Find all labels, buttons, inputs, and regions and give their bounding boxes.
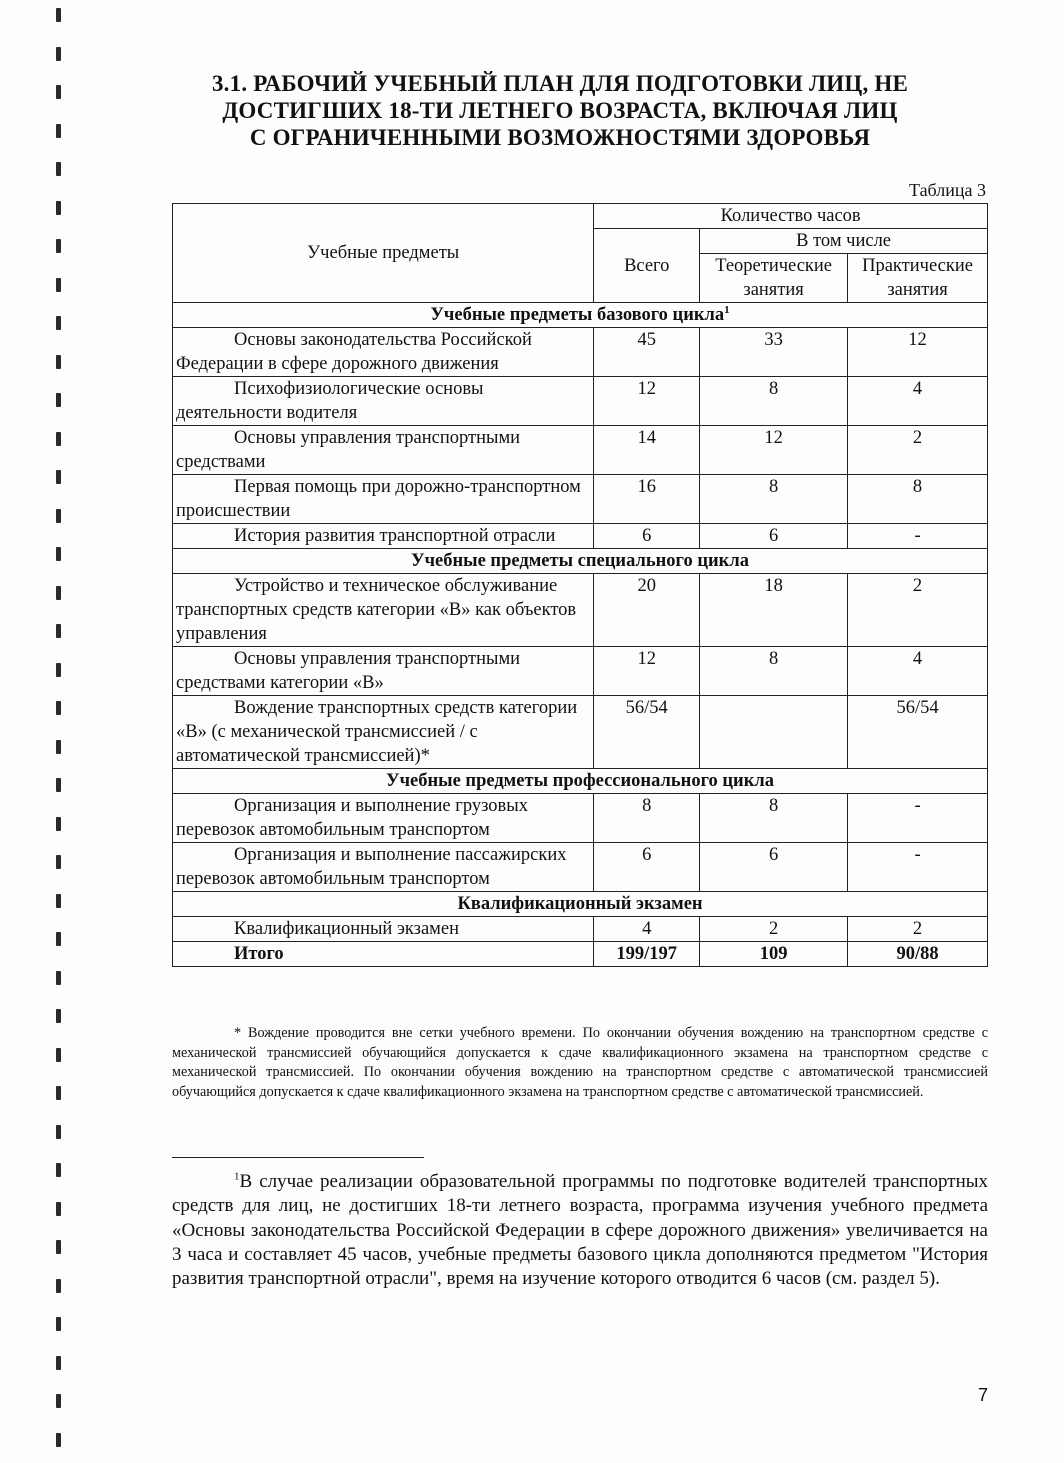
subject-name: Организация и выполнение грузовых перевозок автомобильным транспортом [173, 794, 594, 843]
hours-total: 12 [594, 647, 700, 696]
hours-practice: 2 [848, 574, 988, 647]
table-row [173, 377, 988, 426]
binding-mark [56, 316, 61, 330]
hours-theory: 6 [700, 843, 848, 892]
binding-mark [56, 971, 61, 985]
hours-practice: 56/54 [848, 696, 988, 769]
binding-mark [56, 470, 61, 484]
hours-practice: 4 [848, 377, 988, 426]
total-label: Итого [173, 942, 594, 967]
hours-total: 16 [594, 475, 700, 524]
footnote-text: В случае реализации образовательной программы по подготовке водителей транспортных средств для лиц, не достигших 18-ти летнего возраста, программа изучения учебного предмета «Основы законодательства Российской Федерации в сфере дорожного движения» увеличивается на 3 часа и составляет 45 часов, учебные предметы базового цикла дополняются предметом "История развития транспортной отрасли", время на изучение которого отводится 6 часов (см. раздел 5). [172, 1171, 988, 1290]
binding-mark [56, 855, 61, 869]
subject-name: Основы управления транспортными средствами категории «В» [173, 647, 594, 696]
hours-total: 45 [594, 328, 700, 377]
table-row [173, 647, 988, 696]
binding-mark [56, 1048, 61, 1062]
subject-name: Основы управления транспортными средствами [173, 426, 594, 475]
section-title-cell [173, 549, 988, 574]
section-title-cell [173, 303, 988, 328]
hours-total: 6 [594, 843, 700, 892]
hours-total: 4 [594, 917, 700, 942]
binding-mark [56, 85, 61, 99]
hours-practice: 8 [848, 475, 988, 524]
title-line: ДОСТИГШИХ 18-ТИ ЛЕТНЕГО ВОЗРАСТА, ВКЛЮЧАЯ ЛИЦ [222, 98, 898, 123]
section-row [173, 892, 988, 917]
table-row [173, 574, 988, 647]
binding-mark [56, 1317, 61, 1331]
binding-mark [56, 8, 61, 22]
header-row [173, 204, 988, 229]
subject-name: История развития транспортной отрасли [173, 524, 594, 549]
total-hours: 199/197 [594, 942, 700, 967]
binding-mark [56, 701, 61, 715]
table-number: Таблица 3 [909, 180, 986, 200]
section-title-cell [173, 892, 988, 917]
title-line: С ОГРАНИЧЕННЫМИ ВОЗМОЖНОСТЯМИ ЗДОРОВЬЯ [249, 125, 871, 150]
hours-theory: 12 [700, 426, 848, 475]
binding-mark [56, 278, 61, 292]
section-title: Учебные предметы профессионального цикла [386, 771, 774, 791]
subject-name: Устройство и техническое обслуживание транспортных средств категории «В» как объектов управления [173, 574, 594, 647]
total-practice: 90/88 [848, 942, 988, 967]
header-practice: Практические занятия [848, 254, 988, 303]
binding-mark [56, 1163, 61, 1177]
hours-total: 6 [594, 524, 700, 549]
table-row [173, 475, 988, 524]
hours-theory: 6 [700, 524, 848, 549]
hours-total: 20 [594, 574, 700, 647]
subject-name: Основы законодательства Российской Федерации в сфере дорожного движения [173, 328, 594, 377]
footnote [172, 1170, 988, 1291]
section-row [173, 769, 988, 794]
hours-theory: 8 [700, 794, 848, 843]
header-theory: Теоретические занятия [700, 254, 848, 303]
section-title: Учебные предметы специального цикла [411, 551, 749, 571]
binding-mark [56, 663, 61, 677]
section-title: Квалификационный экзамен [457, 894, 703, 914]
driving-note: * Вождение проводится вне сетки учебного времени. По окончании обучения вождению на транспортном средстве с механической трансмиссией обучающийся допускается к сдаче квалификационного экзамена на транспортном средстве с механической трансмиссией. По окончании обучения вождению на транспортном средстве с автоматической трансмиссией обучающийся допускается к сдаче квалификационного экзамена на транспортном средстве с автоматической трансмиссией. [172, 1025, 988, 1100]
title-line: 3.1. РАБОЧИЙ УЧЕБНЫЙ ПЛАН ДЛЯ ПОДГОТОВКИ ЛИЦ, НЕ [211, 71, 908, 96]
binding-mark [56, 393, 61, 407]
table-row [173, 426, 988, 475]
binding-mark [56, 201, 61, 215]
footnote-separator [172, 1157, 424, 1158]
table-row [173, 794, 988, 843]
binding-mark [56, 432, 61, 446]
binding-mark [56, 162, 61, 176]
binding-mark [56, 932, 61, 946]
hours-total: 56/54 [594, 696, 700, 769]
subject-name: Вождение транспортных средств категории «В» (с механической трансмиссией / с автоматической трансмиссией)* [173, 696, 594, 769]
table-row [173, 524, 988, 549]
binding-mark [56, 1202, 61, 1216]
subject-name: Первая помощь при дорожно-транспортном происшествии [173, 475, 594, 524]
binding-mark [56, 1394, 61, 1408]
hours-theory [700, 696, 848, 769]
hours-theory: 8 [700, 475, 848, 524]
document-title [180, 70, 940, 151]
hours-practice: 4 [848, 647, 988, 696]
subject-name: Психофизиологические основы деятельности водителя [173, 377, 594, 426]
hours-total: 12 [594, 377, 700, 426]
binding-mark [56, 1086, 61, 1100]
binding-mark [56, 1240, 61, 1254]
section-row [173, 549, 988, 574]
spiral-binding [52, 0, 66, 1463]
hours-practice: 12 [848, 328, 988, 377]
binding-mark [56, 124, 61, 138]
header-hours: Количество часов [594, 204, 988, 229]
binding-mark [56, 624, 61, 638]
binding-mark [56, 239, 61, 253]
hours-theory: 8 [700, 647, 848, 696]
binding-mark [56, 1356, 61, 1370]
binding-mark [56, 355, 61, 369]
hours-practice: - [848, 843, 988, 892]
binding-mark [56, 817, 61, 831]
hours-theory: 2 [700, 917, 848, 942]
total-theory: 109 [700, 942, 848, 967]
table-row [173, 328, 988, 377]
binding-mark [56, 778, 61, 792]
section-title: Учебные предметы базового цикла [430, 305, 725, 325]
hours-practice: - [848, 524, 988, 549]
binding-mark [56, 1433, 61, 1447]
binding-mark [56, 1125, 61, 1139]
section-row [173, 303, 988, 328]
section-footnote-mark: 1 [724, 303, 730, 316]
binding-mark [56, 586, 61, 600]
binding-mark [56, 1279, 61, 1293]
header-total: Всего [594, 229, 700, 303]
hours-practice: - [848, 794, 988, 843]
table-row [173, 917, 988, 942]
table-row [173, 696, 988, 769]
total-row [173, 942, 988, 967]
subject-name: Квалификационный экзамен [173, 917, 594, 942]
hours-total: 8 [594, 794, 700, 843]
binding-mark [56, 509, 61, 523]
footnote-mark: 1 [234, 1170, 240, 1183]
hours-theory: 18 [700, 574, 848, 647]
hours-practice: 2 [848, 917, 988, 942]
hours-total: 14 [594, 426, 700, 475]
binding-mark [56, 47, 61, 61]
header-including: В том числе [700, 229, 988, 254]
binding-mark [56, 1009, 61, 1023]
hours-practice: 2 [848, 426, 988, 475]
hours-theory: 33 [700, 328, 848, 377]
binding-mark [56, 740, 61, 754]
subject-name: Организация и выполнение пассажирских перевозок автомобильным транспортом [173, 843, 594, 892]
section-title-cell [173, 769, 988, 794]
page-number: 7 [977, 1385, 988, 1405]
curriculum-table [172, 203, 988, 967]
binding-mark [56, 894, 61, 908]
header-subjects: Учебные предметы [173, 204, 594, 303]
table-row [173, 843, 988, 892]
binding-mark [56, 547, 61, 561]
hours-theory: 8 [700, 377, 848, 426]
